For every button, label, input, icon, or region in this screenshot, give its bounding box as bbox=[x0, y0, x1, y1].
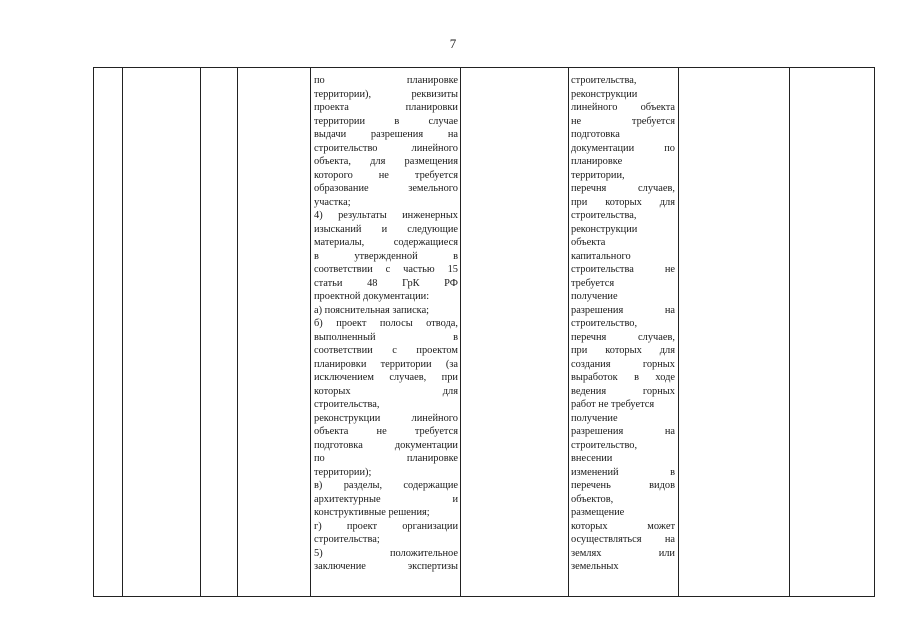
text-line: не требуется bbox=[571, 115, 675, 127]
text-line: а) пояснительная записка; bbox=[314, 304, 430, 316]
text-line: строительство линейного bbox=[314, 142, 458, 154]
text-line: строительства; bbox=[314, 534, 380, 545]
text-line: г) проект организации bbox=[314, 520, 458, 532]
column-divider bbox=[122, 68, 123, 596]
text-line: территории, bbox=[571, 169, 625, 181]
text-line: проекта планировки bbox=[314, 102, 458, 113]
text-line: получение bbox=[571, 412, 618, 424]
text-line: строительства, bbox=[314, 399, 380, 410]
text-line: строительства, bbox=[571, 75, 637, 86]
text-line: строительство, bbox=[571, 318, 638, 329]
text-line: выдачи разрешения на bbox=[314, 129, 458, 140]
text-line: реконструкции bbox=[571, 88, 638, 100]
text-line: б) проект полосы отвода, bbox=[314, 318, 458, 329]
text-line: при которых для bbox=[571, 196, 675, 208]
text-line: в утвержденной в bbox=[314, 250, 458, 262]
text-line: строительства, bbox=[571, 210, 637, 221]
text-line: осуществляться на bbox=[571, 534, 675, 545]
text-line: территории в случае bbox=[314, 115, 458, 127]
text-line: объекта не требуется bbox=[314, 426, 458, 437]
text-line: размещение bbox=[571, 507, 625, 518]
text-line: которого не требуется bbox=[314, 169, 458, 181]
text-line: образование земельного bbox=[314, 183, 458, 194]
text-line: перечня случаев, bbox=[571, 331, 675, 343]
column-divider bbox=[310, 68, 311, 596]
text-line: выработок в ходе bbox=[571, 372, 675, 383]
text-line: архитектурные и bbox=[314, 493, 458, 505]
column-divider bbox=[460, 68, 461, 596]
column-divider bbox=[678, 68, 679, 596]
text-line: подготовка bbox=[571, 129, 620, 140]
text-line: планировки территории (за bbox=[314, 358, 458, 370]
column-divider bbox=[789, 68, 790, 596]
text-line: земельных bbox=[571, 561, 619, 572]
text-line: соответствии с частью 15 bbox=[314, 264, 458, 275]
cell-exceptions-list bbox=[571, 74, 675, 574]
text-line: подготовка документации bbox=[314, 439, 458, 451]
text-line: выполненный в bbox=[314, 331, 458, 343]
document-table bbox=[93, 67, 875, 597]
text-line: разрешения на bbox=[571, 304, 675, 316]
text-line: статьи 48 ГрК РФ bbox=[314, 277, 458, 289]
text-line: реконструкции bbox=[571, 223, 638, 235]
text-line: получение bbox=[571, 291, 618, 302]
text-line: внесении bbox=[571, 453, 613, 464]
text-line: в) разделы, содержащие bbox=[314, 480, 458, 491]
text-line: создания горных bbox=[571, 358, 675, 370]
column-divider bbox=[568, 68, 569, 596]
text-line: заключение экспертизы bbox=[314, 561, 458, 572]
page-number: 7 bbox=[449, 36, 457, 51]
text-line: соответствии с проектом bbox=[314, 345, 458, 356]
text-line: объекта, для размещения bbox=[314, 156, 458, 167]
text-line: линейного объекта bbox=[571, 102, 675, 113]
text-line: строительство, bbox=[571, 439, 638, 451]
text-line: работ не требуется bbox=[571, 399, 655, 410]
text-line: территории), реквизиты bbox=[314, 88, 458, 100]
text-line: капитального bbox=[571, 250, 631, 262]
text-line: 4) результаты инженерных bbox=[314, 210, 458, 221]
text-line: объекта bbox=[571, 237, 606, 248]
text-line: исключением случаев, при bbox=[314, 372, 458, 383]
text-line: территории); bbox=[314, 466, 372, 478]
text-line: разрешения на bbox=[571, 426, 675, 437]
text-line: которых может bbox=[571, 520, 675, 532]
column-divider bbox=[200, 68, 201, 596]
text-line: материалы, содержащиеся bbox=[314, 237, 458, 248]
column-divider bbox=[237, 68, 238, 596]
text-line: требуется bbox=[571, 277, 615, 289]
text-line: перечень видов bbox=[571, 480, 675, 491]
text-line: ведения горных bbox=[571, 385, 675, 397]
text-line: строительства не bbox=[571, 264, 675, 275]
text-line: объектов, bbox=[571, 493, 614, 505]
text-line: по планировке bbox=[314, 75, 458, 86]
text-line: которых для bbox=[314, 385, 458, 397]
text-line: конструктивные решения; bbox=[314, 507, 430, 518]
text-line: 5) положительное bbox=[314, 547, 458, 559]
text-line: по планировке bbox=[314, 453, 458, 464]
text-line: проектной документации: bbox=[314, 291, 430, 302]
text-line: изменений в bbox=[571, 466, 675, 478]
text-line: землях или bbox=[571, 547, 675, 559]
text-line: документации по bbox=[571, 142, 675, 154]
text-line: изысканий и следующие bbox=[314, 223, 458, 235]
text-line: участка; bbox=[314, 196, 351, 208]
text-line: реконструкции линейного bbox=[314, 412, 458, 424]
text-line: перечня случаев, bbox=[571, 183, 675, 194]
text-line: планировке bbox=[571, 156, 623, 167]
cell-documents-list bbox=[314, 74, 458, 574]
text-line: при которых для bbox=[571, 345, 675, 356]
